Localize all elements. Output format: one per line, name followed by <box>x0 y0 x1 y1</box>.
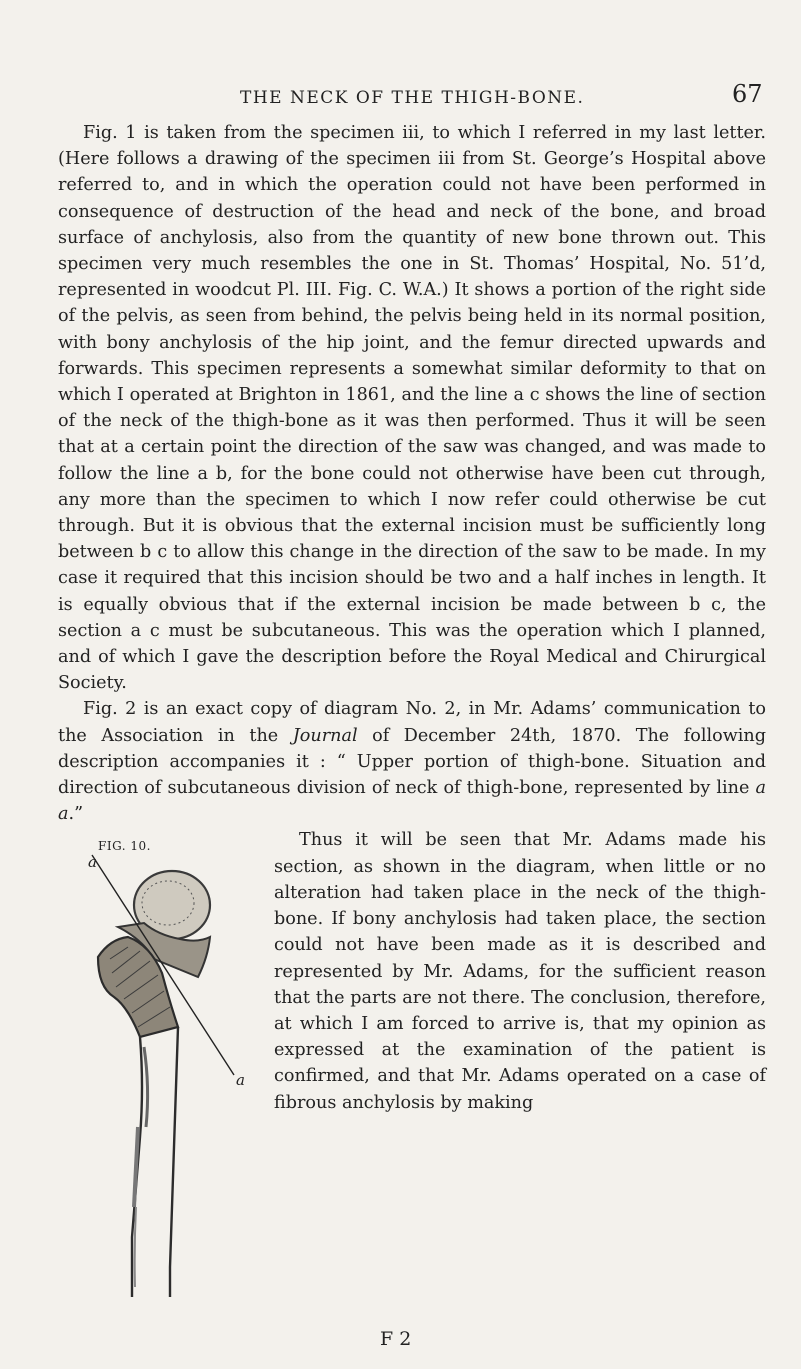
label-letter-right: a <box>236 1071 245 1090</box>
quote-close: .” <box>68 804 84 825</box>
paragraph-conclusion: Thus it will be seen that Mr. Adams made his section, as shown in the diagram, when little or no alteration had taken place in the neck of the thigh-bone. If bony anchylosis had taken place, the section could not have been made as it is described and represented by Mr. Adams, for the sufficient reason that the parts are not there. The conclusion, therefore, at which I am forced to arrive is, that my opinion as expressed at the examination of the patient is confirmed, and that Mr. Adams operated on a case of fibrous anchylosis by making <box>274 830 766 1113</box>
paragraph-fig-1: Fig. 1 is taken from the specimen iii, to which I referred in my last letter. (Here follows a drawing of the specimen iii from St. George’s Hospital above referred to, and in which the operation could not have been performed in consequence of destruction of the head and neck of the bone, and broad surface of anchylosis, also from the quantity of new bone thrown out. This specimen very much resembles the one in St. Thomas’ Hospital, No. 51’d, represented in woodcut Pl. III. Fig. C. W.A.) It shows a portion of the right side of the pelvis, as seen from behind, the pelvis being held in its normal position, with bony anchylosis of the hip joint, and the femur directed upwards and forwards. This specimen represents a somewhat similar deformity to that on which I operated at Brighton in 1861, and the line a c shows the line of section of the neck of the thigh-bone as it was then performed. Thus it will be seen that at a certain point the direction of the saw was changed, and was made to follow the line a b, for the bone could not otherwise have been cut through, any more than the specimen to which I now refer could otherwise be cut through. But it is obvious that the external incision must be sufficiently long between b c to allow this change in the direction of the saw to be made. In my case it required that this incision should be two and a half inches in length. It is equally obvious that if the external incision be made between b c, the section a c must be subcutaneous. This was the operation which I planned, and of which I gave the description before the Royal Medical and Chirurgical Society. <box>58 123 766 694</box>
label-letter-top: a <box>88 853 97 872</box>
paragraph-fig-2-start: Fig. 2 is an exact copy of diagram No. 2, in Mr. Adams’ communication to the Association in the <box>58 699 766 746</box>
page-number: 67 <box>732 80 763 108</box>
paragraph-fig-2-rest: of December 24th, 1870. The following description accompanies it : “ Upper portion of thigh-bone. Situation and direction of subcutaneous division of neck of thigh-bone, represented by line <box>58 725 766 799</box>
figure-label: FIG. 10. <box>98 839 151 854</box>
running-title: THE NECK OF THE THIGH-BONE. <box>240 88 585 108</box>
body-text <box>58 120 766 1322</box>
signature-mark: F 2 <box>380 1328 412 1350</box>
paragraph-fig-2 <box>58 696 766 827</box>
figure-10 <box>58 827 258 1322</box>
thigh-bone-diagram <box>58 827 258 1322</box>
line-aa-label: a a <box>58 778 766 825</box>
journal-title: Journal <box>292 725 358 746</box>
